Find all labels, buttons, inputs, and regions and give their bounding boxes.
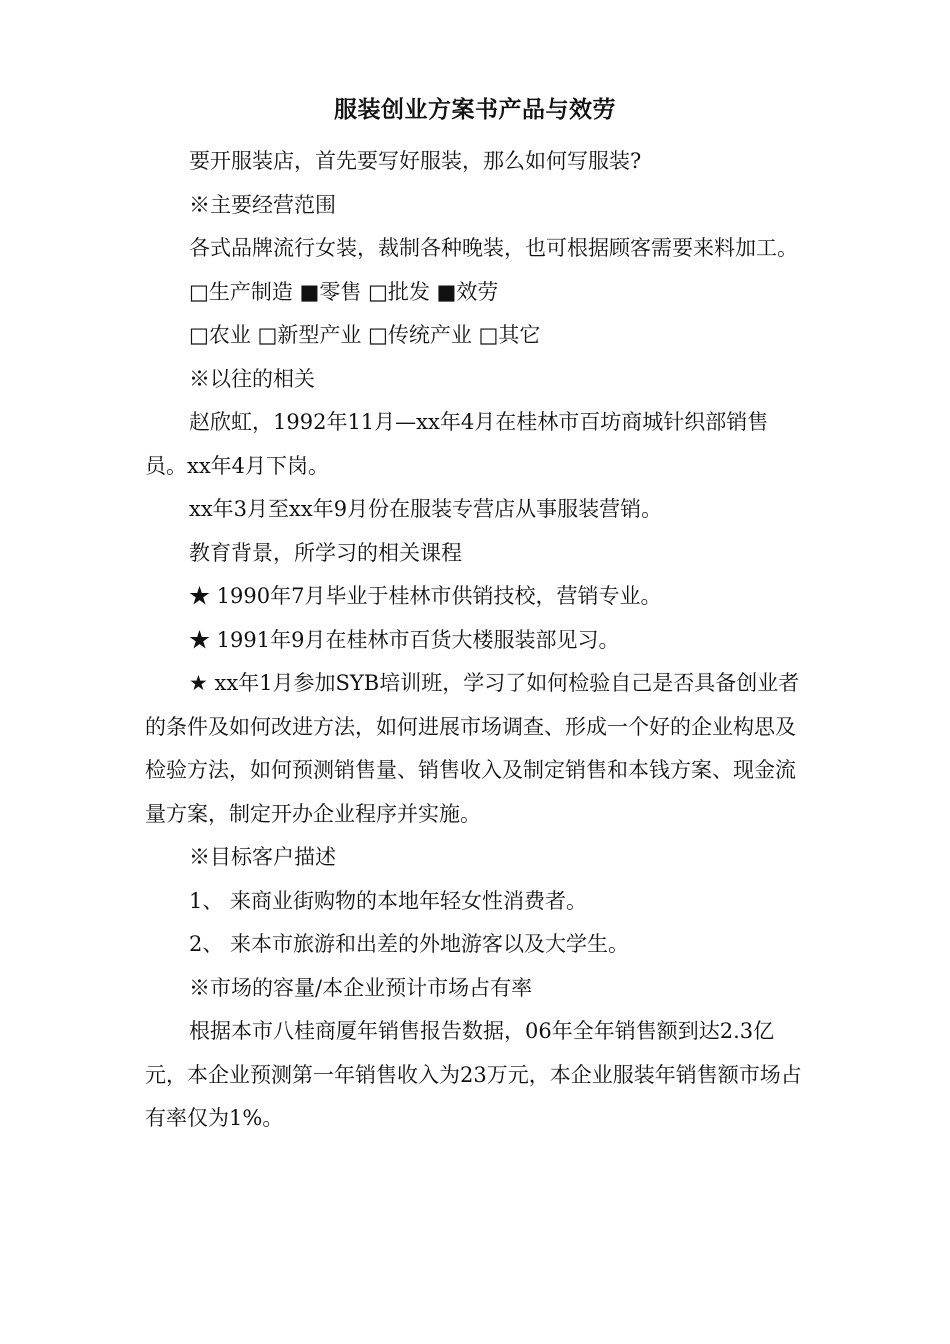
- paragraph-work-history-1: 赵欣虹，1992年11月—xx年4月在桂林市百坊商城针织部销售员。xx年4月下岗。: [145, 410, 769, 478]
- document-body: [145, 140, 805, 1141]
- list-item-education-2: ★ 1991年9月在桂林市百货大楼服装部见习。: [189, 627, 620, 652]
- paragraph-education-heading: 教育背景，所学习的相关课程: [189, 540, 462, 565]
- paragraph-work-history-2: xx年3月至xx年9月份在服装专营店从事服装营销。: [189, 497, 663, 521]
- checkbox-line-industry: □农业 □新型产业 □传统产业 □其它: [189, 323, 541, 347]
- section-heading-past-experience: ※以往的相关: [189, 366, 315, 391]
- section-heading-business-scope: ※主要经营范围: [189, 192, 336, 217]
- list-item-education-3: ★ xx年1月参加SYB培训班，学习了如何检验自己是否具备创业者的条件及如何改进方法，如何进展市场调查、形成一个好的企业构思及检验方法，如何预测销售量、销售收入及制定销售和本钱方案、现金流量方案，制定开办企业程序并实施。: [145, 671, 800, 826]
- list-item-education-1: ★ 1990年7月毕业于桂林市供销技校，营销专业。: [189, 584, 662, 608]
- list-item-customer-1: 1、 来商业街购物的本地年轻女性消费者。: [189, 888, 588, 913]
- paragraph-business-scope: 各式品牌流行女装，裁制各种晚装，也可根据顾客需要来料加工。: [189, 236, 798, 260]
- paragraph-intro: 要开服装店，首先要写好服装，那么如何写服装?: [189, 149, 642, 173]
- section-heading-market-share: ※市场的容量/本企业预计市场占有率: [189, 975, 533, 1000]
- checkbox-line-business-type: □生产制造 ■零售 □批发 ■效劳: [189, 279, 499, 304]
- section-heading-target-customers: ※目标客户描述: [189, 845, 336, 869]
- list-item-customer-2: 2、 来本市旅游和出差的外地游客以及大学生。: [189, 932, 630, 956]
- document-title: 服装创业方案书产品与效劳: [334, 96, 616, 123]
- paragraph-market-share: 根据本市八桂商厦年销售报告数据，06年全年销售额到达2.3亿元，本企业预测第一年销售收入为23万元，本企业服装年销售额市场占有率仅为1%。: [145, 1019, 802, 1130]
